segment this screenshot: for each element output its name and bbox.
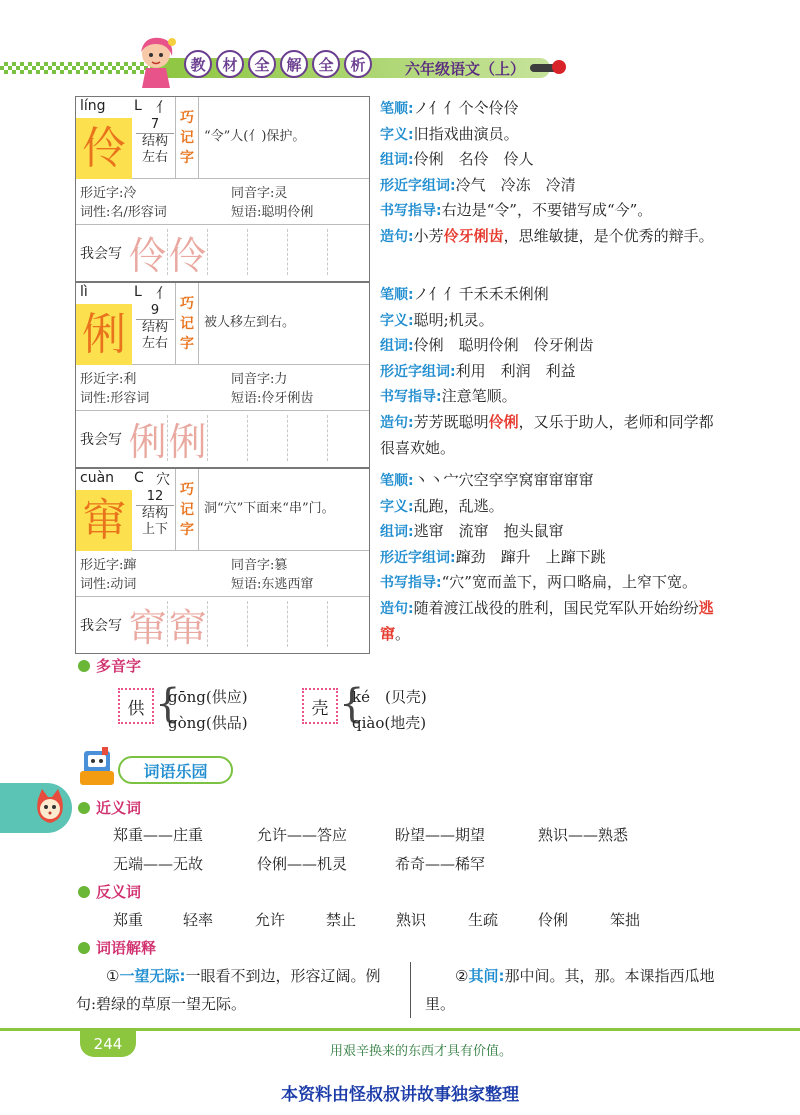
word-forms: 伶俐 名伶 伶人 — [413, 150, 534, 169]
phrase: 短语:聪明伶俐 — [231, 205, 314, 220]
writing-grid[interactable] — [128, 415, 368, 464]
book-title — [184, 50, 372, 78]
title-char: 解 — [280, 50, 308, 78]
section-heading-polyphonic: 多音字 — [78, 655, 141, 676]
bullet-dot-icon — [78, 886, 90, 898]
synonym-pair: 无端——无故 — [113, 855, 204, 873]
phrase: 短语:东逃西窜 — [231, 577, 314, 592]
trace-char: 俐 — [168, 419, 207, 464]
trace-char: 俐 — [128, 419, 167, 464]
stroke-order: ノ亻亻个仒伶伶 — [413, 99, 519, 117]
trace-char: 伶 — [128, 233, 167, 278]
title-char: 全 — [248, 50, 276, 78]
memo-tag: 巧 记 字 — [175, 283, 199, 365]
writing-guide: 注意笔顺。 — [441, 387, 517, 406]
memo-text: 被人移左到右。 — [204, 315, 296, 330]
index-letter: C — [134, 470, 144, 486]
polyphonic-char: 壳 — [302, 688, 338, 724]
part-of-speech: 词性:名/形容词 — [80, 205, 167, 220]
character-card — [75, 282, 370, 468]
antonym-word: 熟识 — [396, 911, 427, 929]
stroke-count: 12 — [136, 489, 174, 506]
memo-text: “令”人(亻)保护。 — [204, 129, 306, 144]
character-card — [75, 468, 370, 654]
explanation-item: ②其间:那中间。其，那。本课指西瓜地里。 — [410, 962, 732, 1018]
antonym-word: 允许 — [255, 911, 286, 929]
main-character: 俐 — [76, 304, 132, 365]
radical: 亻 — [156, 100, 170, 116]
explanation-term: 其间: — [468, 967, 505, 985]
similar-words: 蹿劲 蹿升 上蹿下跳 — [455, 547, 606, 566]
memo-tag: 巧 记 字 — [175, 469, 199, 551]
structure-label: 结构 — [141, 134, 168, 149]
credit-line: 本资料由怪叔叔讲故事独家整理 — [281, 1085, 519, 1105]
synonym-pair: 郑重——庄重 — [113, 826, 204, 844]
explanation-text: 那中间。其，那。本课指西瓜地里。 — [425, 967, 715, 1013]
meaning: 聪明;机灵。 — [413, 310, 494, 329]
page-header — [0, 0, 800, 95]
girl-mascot-icon — [132, 34, 180, 88]
header-dot-decoration — [552, 60, 566, 74]
write-label: 我会写 — [80, 432, 122, 448]
synonym-pair: 伶俐——机灵 — [257, 855, 348, 873]
memo-text: 洞“穴”下面来“串”门。 — [204, 501, 335, 516]
synonym-pair: 希奇——稀罕 — [395, 855, 486, 873]
memo-tag: 巧 记 字 — [175, 97, 199, 179]
main-character: 伶 — [76, 118, 132, 179]
explanation-term: 一望无际: — [119, 967, 186, 985]
footer-motto: 用艰辛换来的东西才具有价值。 — [330, 1044, 513, 1059]
bullet-dot-icon — [78, 942, 90, 954]
similar-char: 形近字:冷 — [80, 186, 137, 201]
synonym-pair: 熟识——熟悉 — [538, 826, 629, 844]
writing-grid[interactable] — [128, 229, 368, 278]
write-label: 我会写 — [80, 246, 122, 262]
reading-2: qiào(地壳) — [352, 714, 427, 732]
stroke-count: 9 — [136, 303, 174, 320]
structure-label: 结构 — [141, 320, 168, 335]
highlight-word: 伶俐 — [488, 412, 519, 431]
structure-value: 左右 — [141, 336, 168, 351]
explanation-item: ①一望无际:一眼看不到边，形容辽阔。例句:碧绿的草原一望无际。 — [76, 967, 381, 1013]
similar-words: 冷气 冷冻 冷清 — [455, 175, 576, 194]
reading-1: ké (贝壳) — [352, 688, 427, 706]
antonym-word: 轻率 — [183, 911, 214, 929]
index-letter: L — [134, 98, 142, 114]
antonym-word: 生疏 — [468, 911, 499, 929]
writing-guide: “穴”宽而盖下，两口略扁，上窄下宽。 — [441, 573, 697, 592]
character-info: 笔顺:ノ亻亻个仒伶伶 字义:旧指戏曲演员。 组词:伶俐 名伶 伶人 形近字组词:冷气 冷冻 冷清 书写指导:右边是“令”，不要错写成“今”。 造句:小芳伶牙俐齿，思维敏捷，是个优秀的辩手。 — [380, 99, 714, 245]
fox-mascot-icon — [34, 789, 66, 825]
polyphonic-char: 供 — [118, 688, 154, 724]
antonym-word: 禁止 — [326, 911, 357, 929]
phrase: 短语:伶牙俐齿 — [231, 391, 314, 406]
part-of-speech: 词性:形容词 — [80, 391, 150, 406]
radical: 穴 — [156, 472, 170, 488]
brace-icon: { — [339, 681, 365, 727]
highlight-word: 伶牙俐齿 — [443, 226, 504, 245]
main-character: 窜 — [76, 490, 132, 551]
subject-label: 六年级语文（上） — [405, 60, 526, 78]
structure-value: 左右 — [141, 150, 168, 165]
write-label: 我会写 — [80, 618, 122, 634]
bullet-dot-icon — [78, 660, 90, 672]
pinyin: líng — [80, 98, 106, 114]
section-heading-synonyms: 近义词 — [78, 797, 141, 818]
homophone: 同音字:灵 — [231, 186, 288, 201]
section-heading-explanations: 词语解释 — [78, 937, 156, 958]
radical: 亻 — [156, 286, 170, 302]
antonym-word: 伶俐 — [538, 911, 569, 929]
part-of-speech: 词性:动词 — [80, 577, 137, 592]
trace-char: 窜 — [128, 605, 167, 650]
word-forms: 逃窜 流窜 抱头鼠窜 — [413, 522, 564, 541]
index-letter: L — [134, 284, 142, 300]
similar-words: 利用 利润 利益 — [455, 361, 576, 380]
meaning: 乱跑，乱逃。 — [413, 496, 504, 515]
section-banner-words-garden: 词语乐园 — [118, 756, 233, 784]
meaning: 旧指戏曲演员。 — [413, 124, 519, 143]
title-char: 材 — [216, 50, 244, 78]
title-char: 全 — [312, 50, 340, 78]
character-info: 笔顺:丶丶宀穴空穻穻窝窜窜窜窜 字义:乱跑，乱逃。 组词:逃窜 流窜 抱头鼠窜 形近字组词:蹿劲 蹿升 上蹿下跳 书写指导:“穴”宽而盖下，两口略扁，上窄下宽。 造句:随着渡江战役的胜利，国民党军队开始纷纷逃窜。 — [380, 471, 714, 643]
stroke-order: 丶丶宀穴空穻穻窝窜窜窜窜 — [413, 471, 594, 489]
pinyin: cuàn — [80, 470, 115, 486]
reading-1: gōng(供应) — [168, 688, 248, 706]
pinyin: lì — [80, 284, 88, 300]
stroke-count: 7 — [136, 117, 174, 134]
trace-char: 伶 — [168, 233, 207, 278]
antonym-word: 笨拙 — [610, 911, 641, 929]
title-char: 析 — [344, 50, 372, 78]
trace-char: 窜 — [168, 605, 207, 650]
brace-icon: { — [155, 681, 181, 727]
writing-guide: 右边是“令”，不要错写成“今”。 — [441, 201, 653, 220]
highlight-word: 逃窜 — [380, 598, 714, 643]
explanation-text: 一眼看不到边，形容辽阔。例句:碧绿的草原一望无际。 — [76, 967, 381, 1013]
section-heading-antonyms: 反义词 — [78, 881, 141, 902]
writing-grid[interactable] — [128, 601, 368, 650]
character-info: 笔顺:ノ亻亻千禾禾禾俐俐 字义:聪明;机灵。 组词:伶俐 聪明伶俐 伶牙俐齿 形近字组词:利用 利润 利益 书写指导:注意笔顺。 造句:芳芳既聪明伶俐，又乐于助人，老师和同学都很喜欢她。 — [380, 285, 714, 457]
character-card — [75, 96, 370, 282]
bullet-dot-icon — [78, 802, 90, 814]
homophone: 同音字:力 — [231, 372, 288, 387]
stroke-order: ノ亻亻千禾禾禾俐俐 — [413, 285, 549, 303]
structure-label: 结构 — [141, 506, 168, 521]
header-checker-decoration — [0, 62, 150, 74]
synonym-pair: 盼望——期望 — [395, 826, 486, 844]
book-mascot-icon — [76, 745, 120, 789]
similar-char: 形近字:利 — [80, 372, 137, 387]
page-number: 244 — [80, 1031, 136, 1057]
structure-value: 上下 — [141, 522, 168, 537]
synonym-pair: 允许——答应 — [257, 826, 348, 844]
title-char: 教 — [184, 50, 212, 78]
word-forms: 伶俐 聪明伶俐 伶牙俐齿 — [413, 336, 594, 355]
similar-char: 形近字:蹿 — [80, 558, 137, 573]
antonym-word: 郑重 — [113, 911, 144, 929]
homophone: 同音字:篡 — [231, 558, 288, 573]
reading-2: gòng(供品) — [168, 714, 248, 732]
